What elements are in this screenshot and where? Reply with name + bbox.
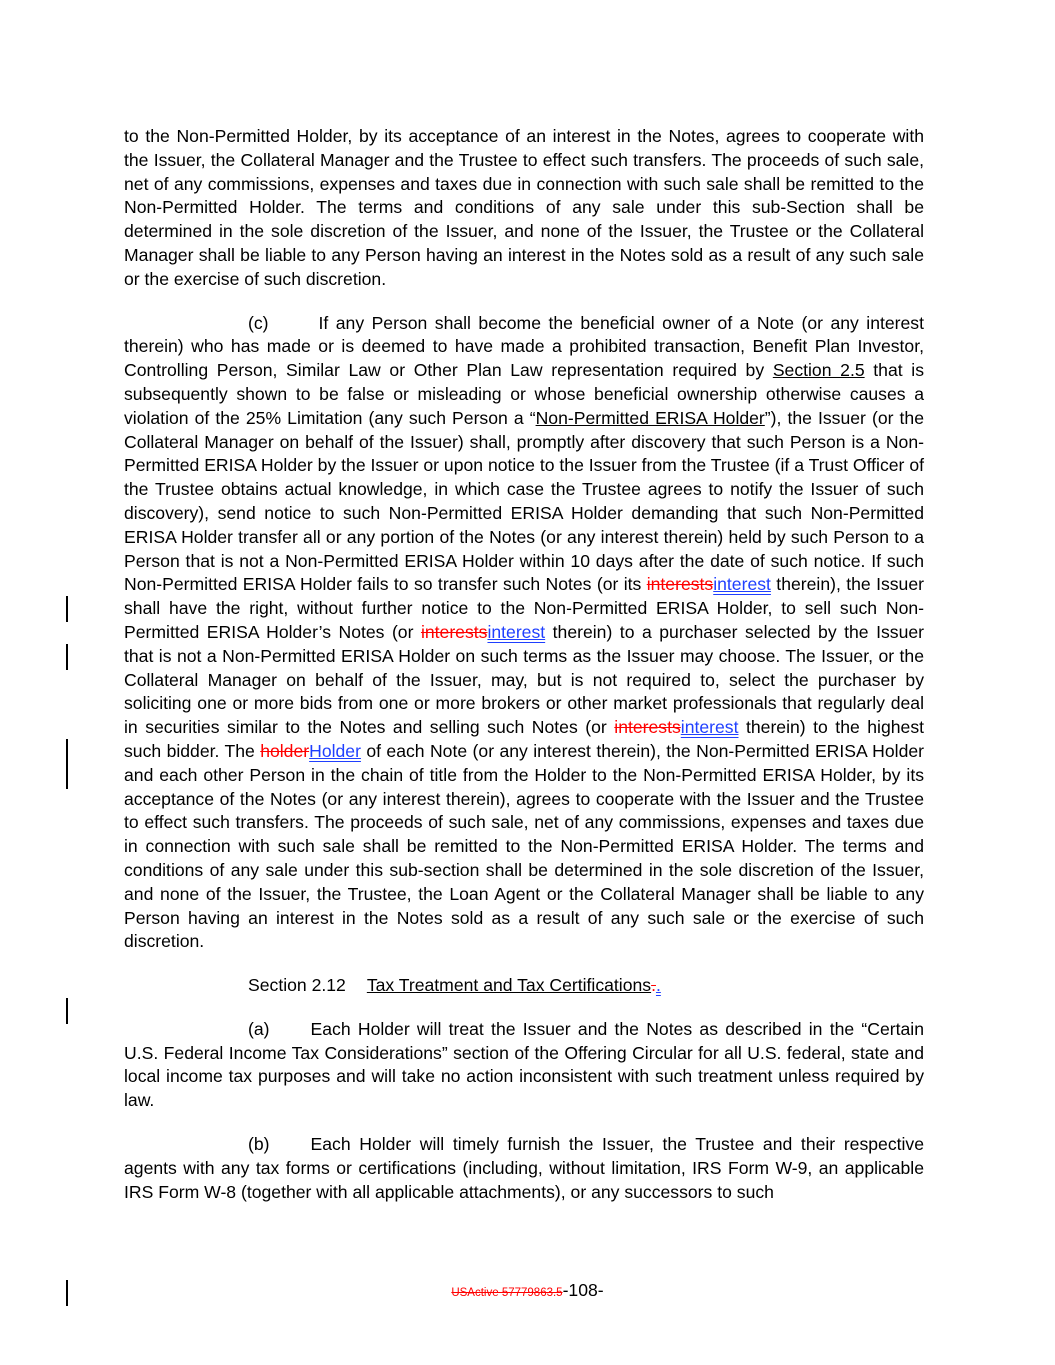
change-bar [66,596,68,622]
deleted-text: interests [646,574,714,595]
change-bar [66,644,68,670]
inserted-text: interest [487,621,546,642]
deleted-text: holder [260,740,310,761]
paragraph-a: (a) Each Holder will treat the Issuer and the Notes as described in the “Certain U.S. Federal Income Tax Considerations” section of the Offering Circular for all U.S. federal, state and local income tax purposes and will take no action inconsistent with such treatment unless required by law. [124,1018,924,1111]
section-heading [124,974,924,998]
section-title: Tax Treatment and Tax Certifications [366,975,652,996]
paragraph-label: (c) [248,312,269,333]
inserted-text: Holder [309,740,361,761]
paragraph-continuation: to the Non-Permitted Holder, by its acceptance of an interest in the Notes, agrees to cooperate with the Issuer, the Collateral Manager and the Trustee to effect such transfers. The proceeds of such sale, net of any commissions, expenses and taxes due in connection with such sale shall be remitted to the Non-Permitted Holder. The terms and conditions of any sale under this sub-Section shall be determined in the sole discretion of the Issuer, and none of the Issuer, the Trustee or the Collateral Manager shall be liable to any Person having an interest in the Notes sold as a result of any such sale or the exercise of such discretion. [124,126,924,289]
document-page [124,125,924,1204]
inserted-text: . [655,975,661,996]
change-bar [66,998,68,1024]
page-footer [0,1280,1055,1301]
section-reference: Section 2.5 [772,360,865,381]
page-number: -108- [562,1280,604,1300]
section-number: Section 2.12 [248,975,346,996]
deleted-text: . [651,975,656,996]
document-code: USActive 57779863.5 [451,1287,563,1299]
paragraph-c: (c) If any Person shall become the beneficial owner of a Note (or any interest therein) who has made or is deemed to have made a prohibited transaction, Benefit Plan Investor, Controlling Person, Similar Law or Other Plan Law representation required by Section 2.5 that is subsequently shown to be false or misleading or whose beneficial ownership otherwise causes a violation of the 25% Limitation (any such Person a “Non-Permitted ERISA Holder”), the Issuer (or the Collateral Manager on behalf of the Issuer) shall, promptly after discovery that such Person is a Non-Permitted ERISA Holder by the Issuer or upon notice to the Issuer from the Trustee (if a Trust Officer of the Trustee obtains actual knowledge, in which case the Trustee agrees to notify the Issuer of such discovery), send notice to such Non-Permitted ERISA Holder demanding that such Non-Permitted ERISA Holder transfer all or any portion of the Notes (or any interest therein) held by such Person to a Person that is not a Non-Permitted ERISA Holder within 10 days after the date of such notice. If such Non-Permitted ERISA Holder fails to so transfer such Notes (or its interestsinterest therein), the Issuer shall have the right, without further notice to the Non-Permitted ERISA Holder, to sell such Non-Permitted ERISA Holder’s Notes (or interestsinterest therein) to a purchaser selected by the Issuer that is not a Non-Permitted ERISA Holder on such terms as the Issuer may choose. The Issuer, or the Collateral Manager on behalf of the Issuer, may, but is not required to, select the purchaser by soliciting one or more bids from one or more brokers or other market professionals that regularly deal in securities similar to the Notes and selling such Notes (or interestsinterest therein) to the highest such bidder. The holderHolder of each Note (or any interest therein), the Non-Permitted ERISA Holder and each other Person in the chain of title from the Holder to the Non-Permitted ERISA Holder, by its acceptance of the Notes (or any interest therein), agrees to cooperate with the Issuer and the Trustee to effect such transfers. The proceeds of such sale, net of any commissions, expenses and taxes due in connection with such sale shall be remitted to the Non-Permitted ERISA Holder. The terms and conditions of any sale under this sub-section shall be determined in the sole discretion of the Issuer, and none of the Issuer, the Trustee, the Loan Agent or the Collateral Manager shall be liable to any Person having an interest in the Notes sold as a result of any such sale or the exercise of such discretion. [124,312,925,952]
paragraph-label: (b) [248,1134,270,1155]
deleted-text: interests [614,717,681,738]
paragraph-b: (b) Each Holder will timely furnish the Issuer, the Trustee and their respective agents with any tax forms or certifications (including, without limitation, IRS Form W-9, an applicable IRS Form W-8 (together with all applicable attachments), or any successors to such [124,1134,924,1202]
deleted-text: interests [420,621,488,642]
defined-term: Non-Permitted ERISA Holder [535,407,765,428]
inserted-text: interest [713,574,771,595]
change-bar [66,739,68,789]
inserted-text: interest [680,717,739,738]
paragraph-label: (a) [248,1018,270,1039]
